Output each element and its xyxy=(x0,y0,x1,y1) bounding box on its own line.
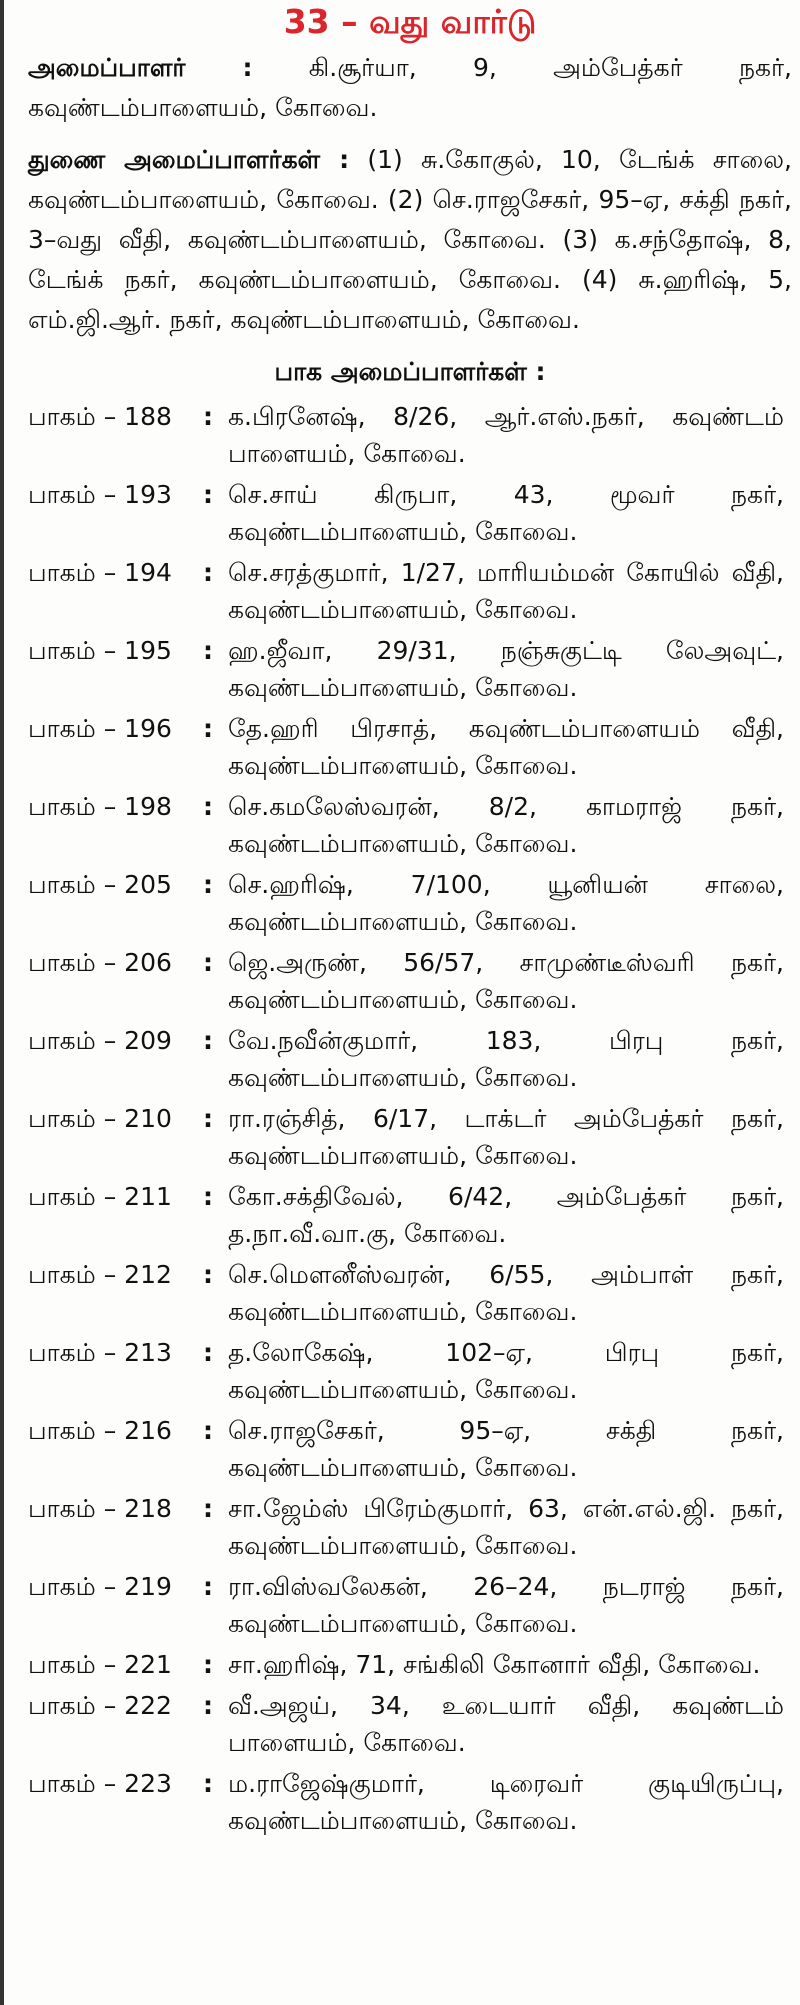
separator-colon: : xyxy=(203,1026,213,1055)
booth-number: பாகம் – 211 xyxy=(28,1182,172,1211)
list-item xyxy=(28,1490,792,1564)
booth-number: பாகம் – 213 xyxy=(28,1338,172,1367)
organizer-label: அமைப்பாளர் : xyxy=(28,53,253,82)
separator-colon: : xyxy=(203,1572,213,1601)
list-item xyxy=(28,710,792,784)
booth-number: பாகம் – 195 xyxy=(28,636,172,665)
deputy-organizers-text: (1) சு.கோகுல், 10, டேங்க் சாலை, கவுண்டம்பாளையம், கோவை. (2) செ.ராஜசேகர், 95–ஏ, சக்தி நகர், 3–வது வீதி, கவுண்டம்பாளையம், கோவை. (3) க.சந்தோஷ், 8, டேங்க் நகர், கவுண்டம்பாளையம், கோவை. (4) சு.ஹரிஷ், 5, எம்.ஜி.ஆர். நகர், கவுண்டம்பாளையம், கோவை. xyxy=(28,145,792,334)
separator-colon: : xyxy=(203,1650,213,1679)
list-item xyxy=(28,788,792,862)
list-item xyxy=(28,1178,792,1252)
deputy-organizers-paragraph xyxy=(28,140,792,340)
booth-number: பாகம் – 221 xyxy=(28,1650,172,1679)
organizer-details: சா.ஜேம்ஸ் பிரேம்குமார், 63, என்.எல்.ஜி. நகர், கவுண்டம்பாளையம், கோவை. xyxy=(228,1494,784,1560)
document-page xyxy=(28,0,792,1843)
separator-colon: : xyxy=(203,1104,213,1133)
organizer-details: ம.ராஜேஷ்குமார், டிரைவர் குடியிருப்பு, கவுண்டம்பாளையம், கோவை. xyxy=(228,1769,784,1835)
list-item xyxy=(28,554,792,628)
separator-colon: : xyxy=(203,714,213,743)
separator-colon: : xyxy=(203,1182,213,1211)
list-item xyxy=(28,944,792,1018)
separator-colon: : xyxy=(203,636,213,665)
list-item xyxy=(28,1256,792,1330)
booth-number: பாகம் – 206 xyxy=(28,948,172,977)
separator-colon: : xyxy=(203,1494,213,1523)
booth-number: பாகம் – 218 xyxy=(28,1494,172,1523)
booth-number: பாகம் – 223 xyxy=(28,1769,172,1798)
section-heading: பாக அமைப்பாளர்கள் : xyxy=(274,357,546,386)
organizer-details: கோ.சக்திவேல், 6/42, அம்பேத்கர் நகர், த.நா.வீ.வா.கு, கோவை. xyxy=(228,1182,784,1248)
booth-number: பாகம் – 193 xyxy=(28,480,172,509)
booth-number: பாகம் – 188 xyxy=(28,402,172,431)
booth-organizer-list xyxy=(28,398,792,1839)
organizer-details: செ.ராஜசேகர், 95–ஏ, சக்தி நகர், கவுண்டம்பாளையம், கோவை. xyxy=(228,1416,784,1482)
separator-colon: : xyxy=(203,1691,213,1720)
list-item xyxy=(28,1100,792,1174)
organizer-details: ஹ.ஜீவா, 29/31, நஞ்சுகுட்டி லேஅவுட், கவுண்டம்பாளையம், கோவை. xyxy=(228,636,784,702)
list-item xyxy=(28,1765,792,1839)
organizer-details: செ.மௌனீஸ்வரன், 6/55, அம்பாள் நகர், கவுண்டம்பாளையம், கோவை. xyxy=(228,1260,784,1326)
booth-number: பாகம் – 222 xyxy=(28,1691,172,1720)
organizer-details: சா.ஹரிஷ், 71, சங்கிலி கோனார் வீதி, கோவை. xyxy=(228,1650,761,1679)
separator-colon: : xyxy=(203,558,213,587)
deputy-organizers-label: துணை அமைப்பாளர்கள் : xyxy=(28,145,350,174)
booth-number: பாகம் – 216 xyxy=(28,1416,172,1445)
booth-number: பாகம் – 209 xyxy=(28,1026,172,1055)
list-item xyxy=(28,398,792,472)
separator-colon: : xyxy=(203,948,213,977)
booth-number: பாகம் – 210 xyxy=(28,1104,172,1133)
list-item xyxy=(28,476,792,550)
organizer-details: த.லோகேஷ், 102–ஏ, பிரபு நகர், கவுண்டம்பாளையம், கோவை. xyxy=(228,1338,784,1404)
organizer-details: செ.ஹரிஷ், 7/100, யூனியன் சாலை, கவுண்டம்பாளையம், கோவை. xyxy=(228,870,784,936)
separator-colon: : xyxy=(203,1260,213,1289)
booth-number: பாகம் – 198 xyxy=(28,792,172,821)
separator-colon: : xyxy=(203,402,213,431)
organizer-details: ரா.விஸ்வலேகன், 26–24, நடராஜ் நகர், கவுண்டம்பாளையம், கோவை. xyxy=(228,1572,784,1638)
booth-number: பாகம் – 196 xyxy=(28,714,172,743)
organizer-details: செ.சாய் கிருபா, 43, மூவர் நகர், கவுண்டம்பாளையம், கோவை. xyxy=(228,480,784,546)
list-item xyxy=(28,1022,792,1096)
list-item xyxy=(28,632,792,706)
booth-number: பாகம் – 194 xyxy=(28,558,172,587)
separator-colon: : xyxy=(203,870,213,899)
booth-number: பாகம் – 219 xyxy=(28,1572,172,1601)
organizer-details: வீ.அஜய், 34, உடையார் வீதி, கவுண்டம் பாளையம், கோவை. xyxy=(228,1691,784,1757)
page-edge-line xyxy=(0,0,4,2005)
list-item xyxy=(28,1412,792,1486)
organizer-details: வே.நவீன்குமார், 183, பிரபு நகர், கவுண்டம்பாளையம், கோவை. xyxy=(228,1026,784,1092)
ward-title: 33 – வது வார்டு xyxy=(283,2,537,41)
separator-colon: : xyxy=(203,792,213,821)
organizer-details: ரா.ரஞ்சித், 6/17, டாக்டர் அம்பேத்கர் நகர், கவுண்டம்பாளையம், கோவை. xyxy=(228,1104,784,1170)
organizer-text: கி.சூர்யா, 9, அம்பேத்கர் நகர், கவுண்டம்பாளையம், கோவை. xyxy=(28,53,793,122)
list-item xyxy=(28,1334,792,1408)
organizer-details: செ.கமலேஸ்வரன், 8/2, காமராஜ் நகர், கவுண்டம்பாளையம், கோவை. xyxy=(228,792,784,858)
organizer-paragraph xyxy=(28,48,792,128)
list-item xyxy=(28,866,792,940)
organizer-details: தே.ஹரி பிரசாத், கவுண்டம்பாளையம் வீதி, கவுண்டம்பாளையம், கோவை. xyxy=(228,714,784,780)
list-item xyxy=(28,1568,792,1642)
separator-colon: : xyxy=(203,1416,213,1445)
organizer-details: ஜெ.அருண், 56/57, சாமுண்டீஸ்வரி நகர், கவுண்டம்பாளையம், கோவை. xyxy=(228,948,784,1014)
booth-number: பாகம் – 212 xyxy=(28,1260,172,1289)
list-item xyxy=(28,1646,792,1683)
booth-number: பாகம் – 205 xyxy=(28,870,172,899)
separator-colon: : xyxy=(203,1769,213,1798)
separator-colon: : xyxy=(203,1338,213,1367)
organizer-details: செ.சரத்குமார், 1/27, மாரியம்மன் கோயில் வீதி, கவுண்டம்பாளையம், கோவை. xyxy=(228,558,784,624)
list-item xyxy=(28,1687,792,1761)
separator-colon: : xyxy=(203,480,213,509)
organizer-details: க.பிரனேஷ், 8/26, ஆர்.எஸ்.நகர், கவுண்டம் பாளையம், கோவை. xyxy=(228,402,784,468)
